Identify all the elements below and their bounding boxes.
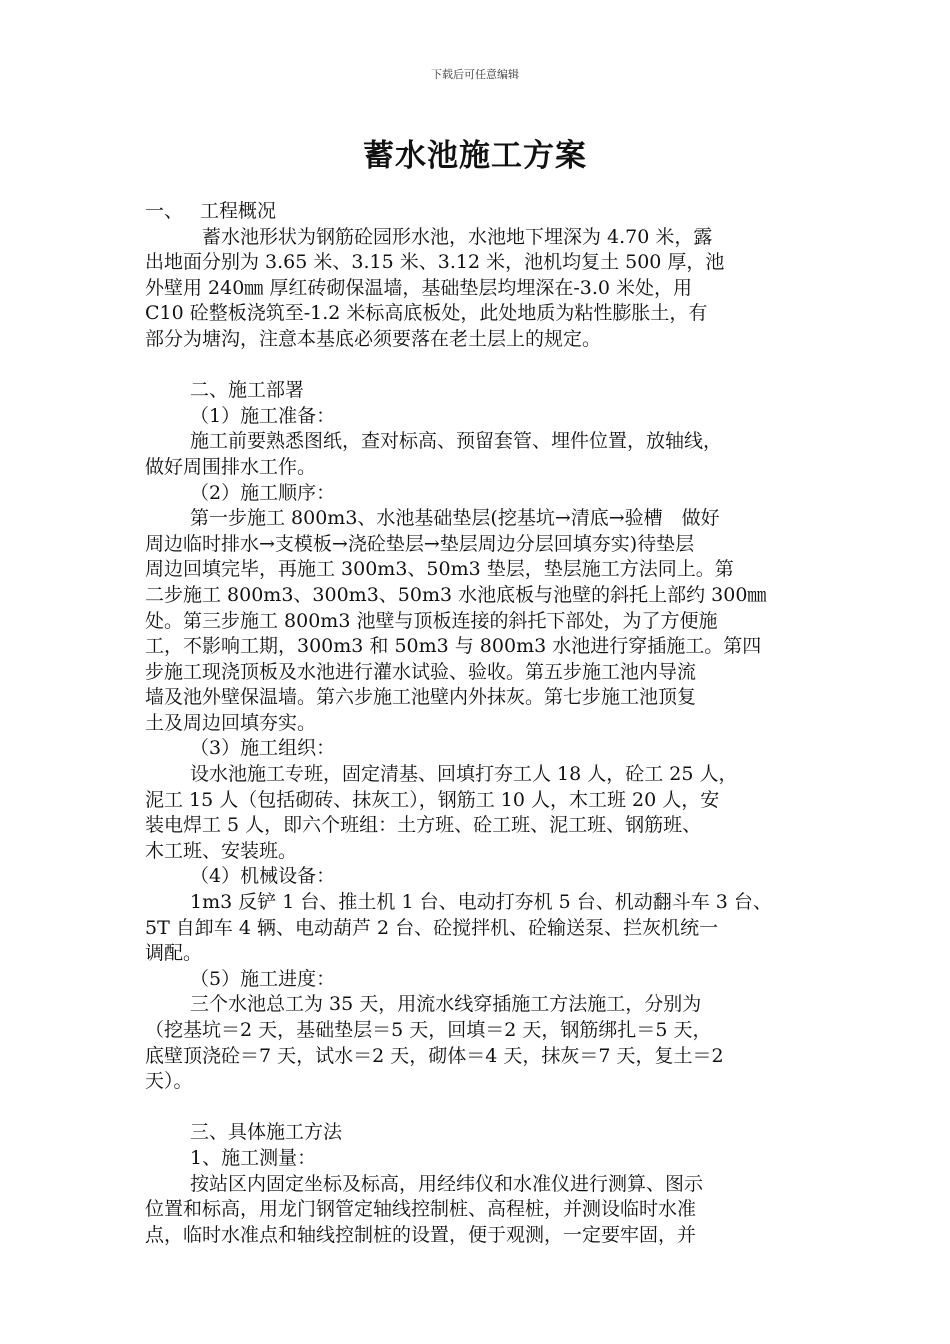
- paragraph-line: 步施工现浇顶板及水池进行灌水试验、验收。第五步施工池内导流: [145, 660, 697, 683]
- paragraph-line: 做好周围排水工作。: [145, 455, 317, 478]
- paragraph-line: 5T 自卸车 4 辆、电动葫芦 2 台、砼搅拌机、砼输送泵、拦灰机统一: [145, 916, 719, 939]
- blank-line: [145, 1095, 810, 1121]
- paragraph-line: 蓄水池形状为钢筋砼园形水池，水池地下埋深为 4.70 米，露: [202, 225, 713, 248]
- subsection-heading: （1）施工准备：: [190, 404, 336, 427]
- subsection-heading: （5）施工进度：: [190, 967, 336, 990]
- paragraph-line: 装电焊工 5 人，即六个班组：土方班、砼工班、泥工班、钢筋班、: [145, 814, 702, 837]
- paragraph-line: 1m3 反铲 1 台、推土机 1 台、电动打夯机 5 台、机动翻斗车 3 台、: [190, 891, 772, 914]
- paragraph-line: C10 砼整板浇筑至-1.2 米标高底板处，此处地质为粘性膨胀土，有: [145, 302, 708, 325]
- section3-heading: 三、具体施工方法: [190, 1121, 343, 1144]
- paragraph-line: 设水池施工专班，固定清基、回填打夯工人 18 人，砼工 25 人，: [190, 763, 738, 786]
- paragraph-line: 调配。: [145, 942, 203, 965]
- subsection-heading: （2）施工顺序：: [190, 481, 336, 504]
- paragraph-line: 底壁顶浇砼＝7 天，试水＝2 天，砌体＝4 天，抹灰＝7 天，复土＝2: [145, 1044, 724, 1067]
- paragraph-line: 点，临时水准点和轴线控制桩的设置，便于观测，一定要牢固，并: [145, 1223, 697, 1246]
- paragraph-line: 墙及池外壁保温墙。第六步施工池壁内外抹灰。第七步施工池顶复: [145, 686, 697, 709]
- paragraph-line: 工，不影响工期，300m3 和 50m3 与 800m3 水池进行穿插施工。第四: [145, 635, 762, 658]
- section1-title: 工程概况: [200, 200, 277, 222]
- paragraph-line: 三个水池总工为 35 天，用流水线穿插施工方法施工，分别为: [190, 993, 702, 1016]
- section1-heading: [145, 199, 810, 225]
- subsection-heading: （3）施工组织：: [190, 737, 336, 760]
- paragraph-line: 天）。: [145, 1070, 193, 1093]
- paragraph-line: （挖基坑＝2 天，基础垫层＝5 天，回填＝2 天，钢筋绑扎＝5 天，: [145, 1019, 712, 1041]
- paragraph-line: 外壁用 240㎜ 厚红砖砌保温墙，基础垫层均埋深在-3.0 米处，用: [145, 276, 693, 299]
- subsection-heading: （4）机械设备：: [190, 865, 336, 888]
- paragraph-line: 土及周边回填夯实。: [145, 711, 317, 734]
- subsection-heading: 1、施工测量：: [190, 1146, 317, 1169]
- section1-number: 一、: [145, 200, 184, 222]
- paragraph-line: 第一步施工 800m3、水池基础垫层(挖基坑→清底→验槽 做好: [190, 507, 720, 530]
- header-note: 下载后可任意编辑: [431, 68, 519, 81]
- document-title: 蓄水池施工方案: [363, 138, 587, 174]
- paragraph-line: 周边临时排水→支模板→浇砼垫层→垫层周边分层回填夯实)待垫层: [145, 532, 695, 555]
- paragraph-line: 部分为塘沟，注意本基底必须要落在老土层上的规定。: [145, 327, 602, 350]
- paragraph-line: 处。第三步施工 800m3 池壁与顶板连接的斜托下部处，为了方便施: [145, 609, 718, 632]
- paragraph-line: 二步施工 800m3、300m3、50m3 水池底板与池壁的斜托上部约 300㎜: [145, 583, 767, 606]
- paragraph-line: 位置和标高，用龙门钢管定轴线控制桩、高程桩，并测设临时水准: [145, 1198, 697, 1221]
- document-body: [145, 199, 810, 1248]
- paragraph-line: 出地面分别为 3.65 米、3.15 米、3.12 米，池机均复土 500 厚，池: [145, 251, 725, 274]
- paragraph-line: 木工班、安装班。: [145, 839, 298, 862]
- paragraph-line: 按站区内固定坐标及标高，用经纬仪和水准仪进行测算、图示: [190, 1172, 704, 1195]
- section2-heading: 二、施工部署: [190, 379, 305, 402]
- blank-line: [145, 353, 810, 379]
- paragraph-line: 周边回填完毕，再施工 300m3、50m3 垫层，垫层施工方法同上。第: [145, 558, 734, 581]
- paragraph-line: 施工前要熟悉图纸，查对标高、预留套管、埋件位置，放轴线，: [190, 430, 723, 453]
- paragraph-line: 泥工 15 人（包括砌砖、抹灰工），钢筋工 10 人，木工班 20 人，安: [145, 788, 720, 811]
